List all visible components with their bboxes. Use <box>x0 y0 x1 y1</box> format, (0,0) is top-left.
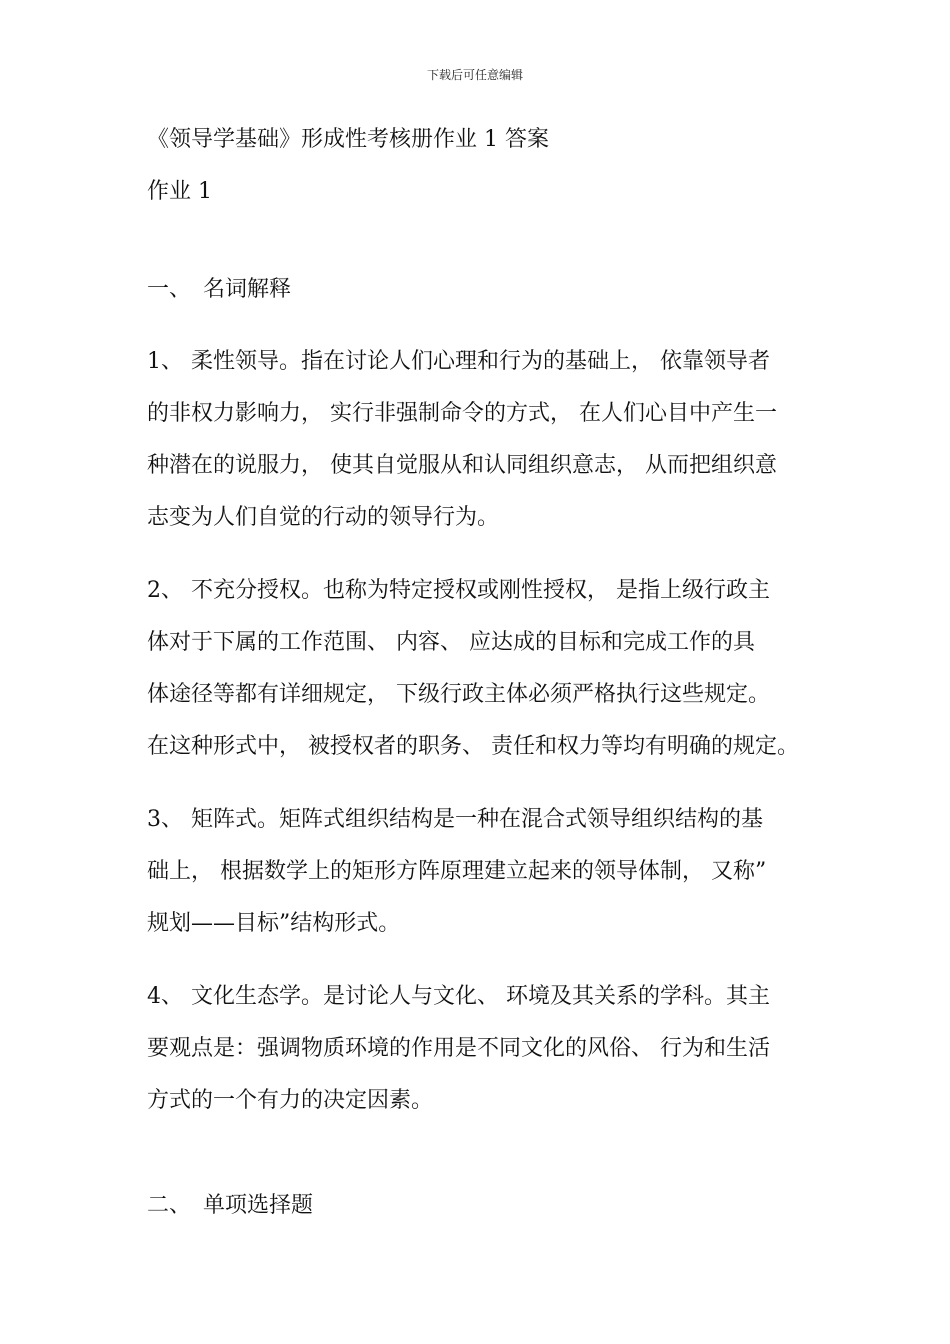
entry-number: 3、 <box>147 807 183 832</box>
section-heading-terms <box>147 272 291 303</box>
term-entry-2 <box>147 571 817 779</box>
entry-line: 础上， 根据数学上的矩形方阵原理建立起来的领导体制， 又称” <box>147 859 767 884</box>
document-title: 《领导学基础》形成性考核册作业 1 答案 <box>147 127 549 152</box>
entry-line <box>147 571 817 623</box>
header-note: 下载后可任意编辑 <box>426 68 523 82</box>
entry-line <box>147 977 817 1029</box>
section-heading-single-choice <box>147 1188 313 1219</box>
term-entry-1 <box>147 342 817 550</box>
entry-line: 在这种形式中， 被授权者的职务、 责任和权力等均有明确的规定。 <box>147 734 799 759</box>
term-entry-4 <box>147 977 817 1133</box>
entry-line: 种潜在的说服力， 使其自觉服从和认同组织意志， 从而把组织意 <box>147 453 777 478</box>
entry-line <box>147 800 817 852</box>
entry-line: 体途径等都有详细规定， 下级行政主体必须严格执行这些规定。 <box>147 682 770 707</box>
section-number: 一、 <box>147 277 192 302</box>
entry-line: 要观点是：强调物质环境的作用是不同文化的风俗、 行为和生活 <box>147 1036 770 1061</box>
entry-line: 体对于下属的工作范围、 内容、 应达成的目标和完成工作的具 <box>147 630 755 655</box>
term-entry-3 <box>147 800 817 956</box>
entry-line: 的非权力影响力， 实行非强制命令的方式， 在人们心目中产生一 <box>147 401 777 426</box>
entry-line: 规划——目标”结构形式。 <box>147 911 401 936</box>
entry-number: 1、 <box>147 349 183 374</box>
section-number: 二、 <box>147 1193 192 1218</box>
assignment-label: 作业 1 <box>147 179 212 204</box>
section-title: 名词解释 <box>203 277 292 302</box>
entry-text: 不充分授权。也称为特定授权或刚性授权， 是指上级行政主 <box>191 578 770 603</box>
entry-text: 文化生态学。是讨论人与文化、 环境及其关系的学科。其主 <box>191 984 770 1009</box>
entry-line: 志变为人们自觉的行动的领导行为。 <box>147 505 500 530</box>
section-title: 单项选择题 <box>203 1193 314 1218</box>
entry-number: 2、 <box>147 578 183 603</box>
entry-text: 矩阵式。矩阵式组织结构是一种在混合式领导组织结构的基 <box>191 807 764 832</box>
entry-text: 柔性领导。指在讨论人们心理和行为的基础上， 依靠领导者 <box>191 349 770 374</box>
entry-line <box>147 342 817 394</box>
entry-line: 方式的一个有力的决定因素。 <box>147 1088 434 1113</box>
entry-number: 4、 <box>147 984 183 1009</box>
